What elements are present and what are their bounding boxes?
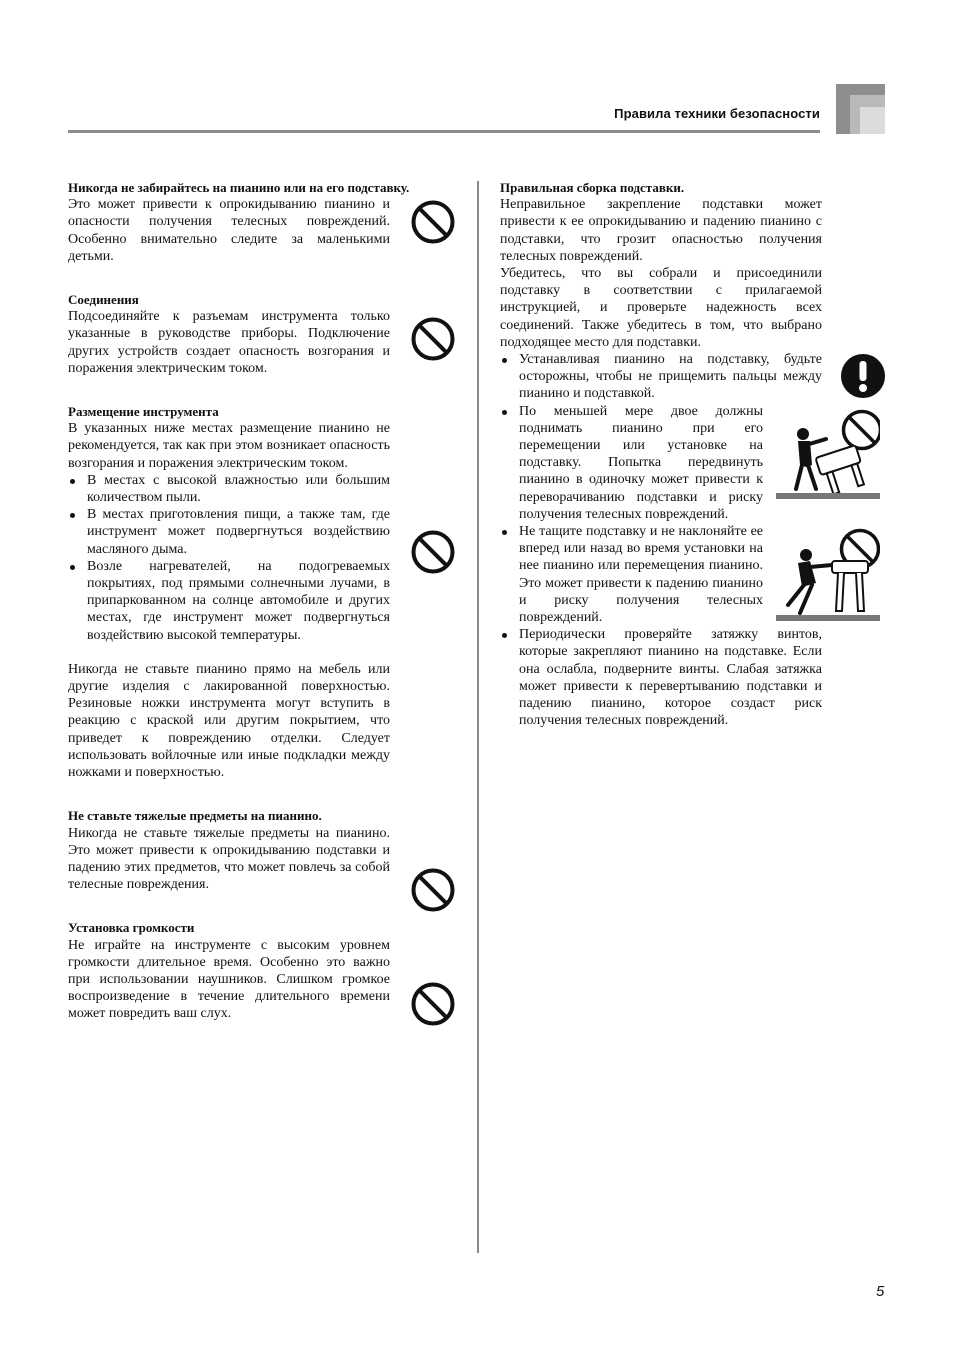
section-climbing bbox=[68, 179, 410, 265]
column-divider bbox=[477, 181, 479, 1253]
section-title: Размещение инструмента bbox=[68, 404, 219, 420]
list-item: Возле нагревателей, на подогреваемых покрытиях, под прямыми солнечными лучами, в припаркованном на солнце автомобиле и других местах, где инструмент может подвергнуться воздействию высокой температуры. bbox=[68, 558, 390, 644]
one-person-lifting-piano-illustration bbox=[776, 405, 880, 503]
section-title: Никогда не забирайтесь на пианино или на его подставку. bbox=[68, 180, 410, 195]
left-column bbox=[68, 179, 410, 1049]
section-title: Установка громкости bbox=[68, 920, 195, 936]
prohibition-icon bbox=[410, 199, 456, 245]
mandatory-action-icon bbox=[840, 353, 886, 399]
list-item: В местах с высокой влажностью или большим количеством пыли. bbox=[68, 472, 390, 506]
header-rule bbox=[68, 130, 820, 133]
section-body: Никогда не ставьте тяжелые предметы на пианино. Это может привести к опрокидыванию подставки и падению этих предметов, что может повлечь за собой телесные повреждения. bbox=[68, 825, 390, 893]
section-volume bbox=[68, 919, 398, 1022]
list-item: Периодически проверяйте затяжку винтов, которые закрепляют пианино на подставке. Если она ослабла, подверните винты. Слабая затяжка может привести к перевертыванию подставки и падению пианино, которое создаст риск получения телесных повреждений. bbox=[500, 626, 822, 729]
section-connections bbox=[68, 291, 398, 377]
prohibition-icon bbox=[410, 316, 456, 362]
list-item: Устанавливая пианино на подставку, будьте осторожны, чтобы не прищемить пальцы между пианино и подставкой. bbox=[500, 351, 822, 403]
section-body: Подсоединяйте к разъемам инструмента только указанные в руководстве приборы. Подключение других устройств создает опасность возгорания и поражения электрическим током. bbox=[68, 309, 390, 376]
section-body: Неправильное закрепление подставки может привести к ее опрокидыванию и падению пианино с подставки, что грозит опасностью получения телесных повреждений. bbox=[500, 197, 822, 264]
placement-list bbox=[68, 472, 390, 644]
list-item: Не тащите подставку и не наклоняйте ее вперед или назад во время установки на нее пианино или перемещения пианино. Это может привести к падению пианино и риску получения телесных повреждений. bbox=[500, 523, 763, 626]
section-title: Не ставьте тяжелые предметы на пианино. bbox=[68, 808, 322, 824]
prohibition-icon bbox=[410, 867, 456, 913]
corner-tab-decoration bbox=[836, 84, 885, 134]
section-placement bbox=[68, 403, 398, 781]
section-body-extra: Никогда не ставьте пианино прямо на мебель или другие изделия с лакированной поверхностью. Резиновые ножки инструмента могут вступить в реакцию с краской или другим покрытием, что приведет к повреждению отделки. Следует использовать войлочные или иные подкладки между ножками и поверхностью. bbox=[68, 661, 390, 781]
list-item: По меньшей мере двое должны поднимать пианино при его перемещении или установке на подставку. Попытка передвинуть пианино в одиночку может привести к переворачиванию подставки и риску получения телесных повреждений. bbox=[500, 403, 763, 523]
prohibition-icon bbox=[410, 981, 456, 1027]
right-column bbox=[500, 179, 822, 730]
section-body: Это может привести к опрокидыванию пианино и опасности получения телесных повреждений. Особенно внимательно следите за маленькими детьми. bbox=[68, 197, 390, 264]
page-header-title: Правила техники безопасности bbox=[614, 106, 820, 121]
section-heavy-objects bbox=[68, 807, 398, 893]
section-title: Правильная сборка подставки. bbox=[500, 180, 685, 195]
section-body: Убедитесь, что вы собрали и присоединили подставку в соответствии с прилагаемой инструкцией, и проверьте надежность всех соединений. Также убедитесь в том, что выбрано подходящее место для подставки. bbox=[500, 266, 822, 350]
section-body: В указанных ниже местах размещение пианино не рекомендуется, так как при этом возникает опасность возгорания и поражения электрическим током. bbox=[68, 421, 390, 471]
page-number: 5 bbox=[876, 1283, 885, 1300]
corner-tab-inner bbox=[860, 107, 885, 134]
prohibition-icon bbox=[410, 529, 456, 575]
section-body: Не играйте на инструменте с высоким уровнем громкости длительное время. Особенно это важно при использовании наушников. Слишком громкое воспроизведение в течение длительного времени может повредить ваш слух. bbox=[68, 937, 390, 1022]
stand-assembly-list bbox=[500, 351, 822, 729]
section-title: Соединения bbox=[68, 292, 139, 308]
person-pushing-piano-illustration bbox=[776, 527, 880, 625]
list-item: В местах приготовления пищи, а также там, где инструмент может подвергнуться воздействию масляного дыма. bbox=[68, 506, 390, 558]
